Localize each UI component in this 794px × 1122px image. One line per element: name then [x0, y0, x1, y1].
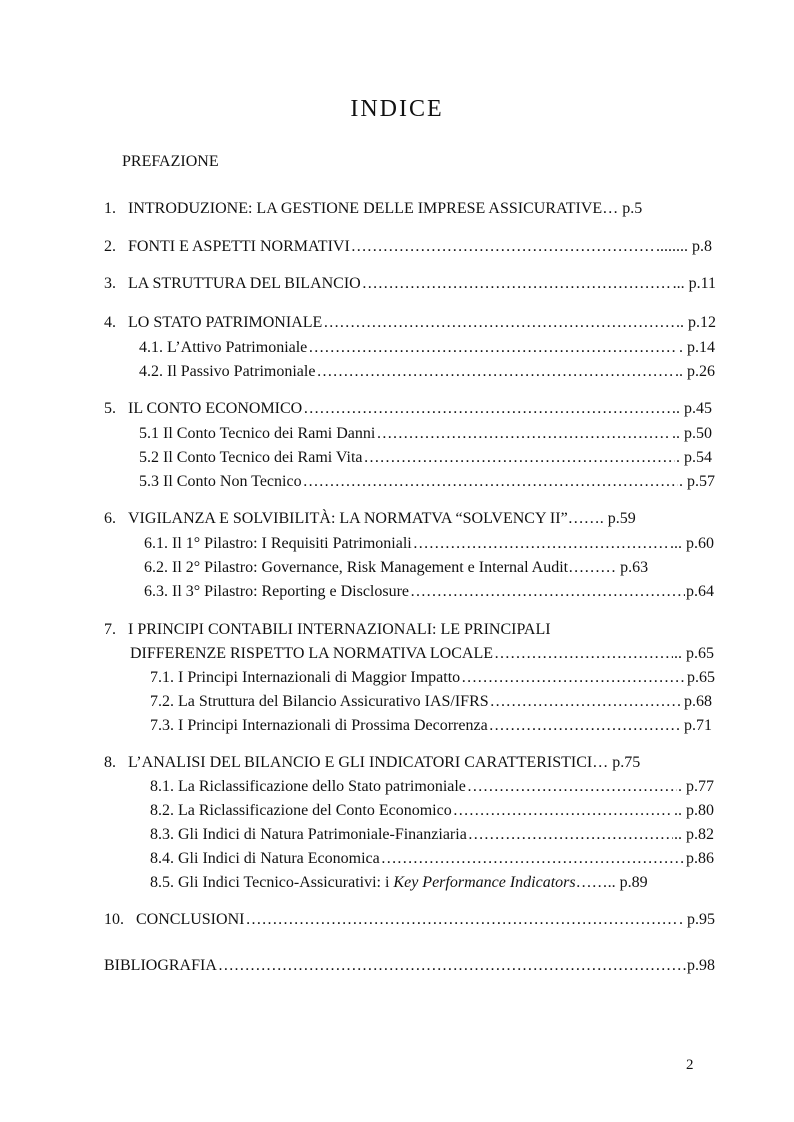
dot-leader — [489, 716, 675, 736]
page-number: 2 — [686, 1057, 694, 1073]
dot-leader — [453, 801, 673, 821]
toc-entry-label — [150, 873, 576, 893]
toc-entry-page: … p.75 — [592, 754, 641, 771]
toc-entry-label: 4.1. L’Attivo Patrimoniale — [139, 339, 308, 356]
toc-entry-label: 4. LO STATO PATRIMONIALE — [104, 314, 323, 331]
dot-leader — [410, 582, 685, 602]
dot-leader — [376, 424, 671, 444]
toc-subentry-6-2 — [144, 558, 714, 578]
toc-entry-page: . p.45 — [676, 400, 712, 417]
toc-subentry-8-2 — [150, 801, 714, 821]
toc-entry-page: ……… p.63 — [568, 559, 649, 576]
dot-leader — [303, 472, 678, 492]
dot-leader — [468, 825, 673, 845]
toc-entry-label: 8.2. La Riclassificazione del Conto Economico — [150, 802, 452, 819]
toc-entry-label: 8.1. La Riclassificazione dello Stato patrimoniale — [150, 778, 466, 795]
toc-subentry-4-1 — [139, 338, 715, 358]
toc-entry-page: . p.54 — [676, 449, 712, 466]
dot-leader — [323, 313, 675, 333]
toc-subentry-4-2 — [139, 362, 715, 382]
toc-entry-label: 10. CONCLUSIONI — [104, 911, 245, 928]
dot-leader — [490, 692, 683, 712]
toc-entry-page: p.65 — [687, 669, 715, 686]
toc-entry-1 — [104, 199, 716, 219]
toc-entry-page: . p.77 — [678, 778, 714, 795]
dot-leader — [364, 448, 675, 468]
toc-entry-page: .. p.65 — [674, 645, 714, 662]
dot-leader — [461, 668, 686, 688]
toc-entry-page: … p.5 — [602, 200, 643, 217]
dot-leader — [218, 956, 686, 976]
toc-entry-page: p.86 — [686, 850, 714, 867]
dot-leader — [362, 274, 672, 294]
dot-leader — [316, 362, 674, 382]
toc-entry-label: 8.4. Gli Indici di Natura Economica — [150, 850, 380, 867]
toc-subentry-7-1 — [150, 668, 715, 688]
toc-entry-label: BIBLIOGRAFIA — [104, 957, 217, 974]
toc-entry-page: .. p.12 — [676, 314, 716, 331]
toc-entry-label: 1. INTRODUZIONE: LA GESTIONE DELLE IMPRESE ASSICURATIVE — [104, 200, 603, 217]
toc-entry-page: …….. p.89 — [575, 874, 648, 891]
dot-leader — [303, 399, 675, 419]
toc-entry-page: ........ p.8 — [656, 238, 712, 255]
toc-entry-page: ... p.11 — [672, 275, 716, 292]
toc-entry-label: 6. VIGILANZA E SOLVIBILITÀ: LA NORMATVA “SOLVENCY II” — [104, 510, 568, 527]
toc-subentry-6-3 — [144, 582, 714, 602]
toc-subentry-8-1 — [150, 777, 714, 797]
toc-entry-7-cont — [130, 644, 714, 664]
dot-leader — [413, 534, 669, 554]
dot-leader — [308, 338, 678, 358]
dot-leader — [494, 644, 673, 664]
toc-subentry-5-1 — [139, 424, 712, 444]
toc-entry-label: 7.1. I Principi Internazionali di Maggior Impatto — [150, 669, 461, 686]
toc-entry-label: 5.3 Il Conto Non Tecnico — [139, 473, 302, 490]
dot-leader — [467, 777, 677, 797]
toc-entry-page: .. p.80 — [674, 802, 714, 819]
toc-entry-bibliography — [104, 956, 715, 976]
toc-entry-label: 5. IL CONTO ECONOMICO — [104, 400, 303, 417]
toc-entry-page: p.68 — [684, 693, 712, 710]
toc-entry-page: .. p.50 — [672, 425, 712, 442]
toc-entry-label-plain: 8.5. Gli Indici Tecnico-Assicurativi: i — [150, 874, 394, 891]
toc-entry-label: 8.3. Gli Indici di Natura Patrimoniale-Finanziaria — [150, 826, 467, 843]
toc-subentry-6-1 — [144, 534, 714, 554]
toc-entry-5 — [104, 399, 712, 419]
toc-entry-label: 2. FONTI E ASPETTI NORMATIVI — [104, 238, 350, 255]
toc-entry-3 — [104, 274, 716, 294]
toc-entry-6 — [104, 509, 715, 529]
toc-entry-page: .. p.82 — [674, 826, 714, 843]
dot-leader — [381, 849, 685, 869]
toc-entry-label: 7.3. I Principi Internazionali di Prossima Decorrenza — [150, 717, 488, 734]
toc-entry-page: p.64 — [686, 583, 714, 600]
toc-subentry-8-5 — [150, 873, 714, 893]
toc-subentry-5-2 — [139, 448, 712, 468]
toc-entry-8 — [104, 753, 715, 773]
toc-entry-page: . p.71 — [676, 717, 712, 734]
toc-entry-page: . p.14 — [679, 339, 715, 356]
toc-entry-label: 7.2. La Struttura del Bilancio Assicurativo IAS/IFRS — [150, 693, 489, 710]
toc-entry-7: 7. I PRINCIPI CONTABILI INTERNAZIONALI: LE PRINCIPALI — [104, 621, 551, 638]
toc-entry-label-italic: Key Performance Indicators — [393, 874, 576, 891]
toc-subentry-5-3 — [139, 472, 715, 492]
toc-entry-page: . p.57 — [679, 473, 715, 490]
dot-leader — [351, 237, 655, 257]
toc-entry-label: 5.1 Il Conto Tecnico dei Rami Danni — [139, 425, 376, 442]
toc-entry-label: DIFFERENZE RISPETTO LA NORMATIVA LOCALE — [130, 645, 493, 662]
toc-entry-page: ... p.60 — [670, 535, 714, 552]
toc-entry-label: 5.2 Il Conto Tecnico dei Rami Vita — [139, 449, 363, 466]
dot-leader — [245, 910, 678, 930]
preface-heading: PREFAZIONE — [122, 153, 219, 170]
toc-entry-label: 6.3. Il 3° Pilastro: Reporting e Disclosure — [144, 583, 410, 600]
toc-subentry-8-3 — [150, 825, 714, 845]
toc-entry-page: .. p.26 — [675, 363, 715, 380]
toc-entry-label: 3. LA STRUTTURA DEL BILANCIO — [104, 275, 361, 292]
toc-entry-page: p.98 — [687, 957, 715, 974]
toc-entry-10 — [104, 910, 715, 930]
toc-entry-page: . p.95 — [679, 911, 715, 928]
page-title: INDICE — [350, 96, 444, 122]
toc-entry-page: ……. p.59 — [567, 510, 636, 527]
toc-entry-label: 4.2. Il Passivo Patrimoniale — [139, 363, 316, 380]
toc-entry-label: 6.1. Il 1° Pilastro: I Requisiti Patrimoniali — [144, 535, 412, 552]
toc-subentry-7-3 — [150, 716, 712, 736]
toc-entry-label: 6.2. Il 2° Pilastro: Governance, Risk Management e Internal Audit — [144, 559, 569, 576]
toc-subentry-7-2 — [150, 692, 712, 712]
toc-subentry-8-4 — [150, 849, 714, 869]
toc-entry-label: 8. L’ANALISI DEL BILANCIO E GLI INDICATORI CARATTERISTICI — [104, 754, 593, 771]
toc-entry-4 — [104, 313, 716, 333]
toc-entry-2 — [104, 237, 712, 257]
